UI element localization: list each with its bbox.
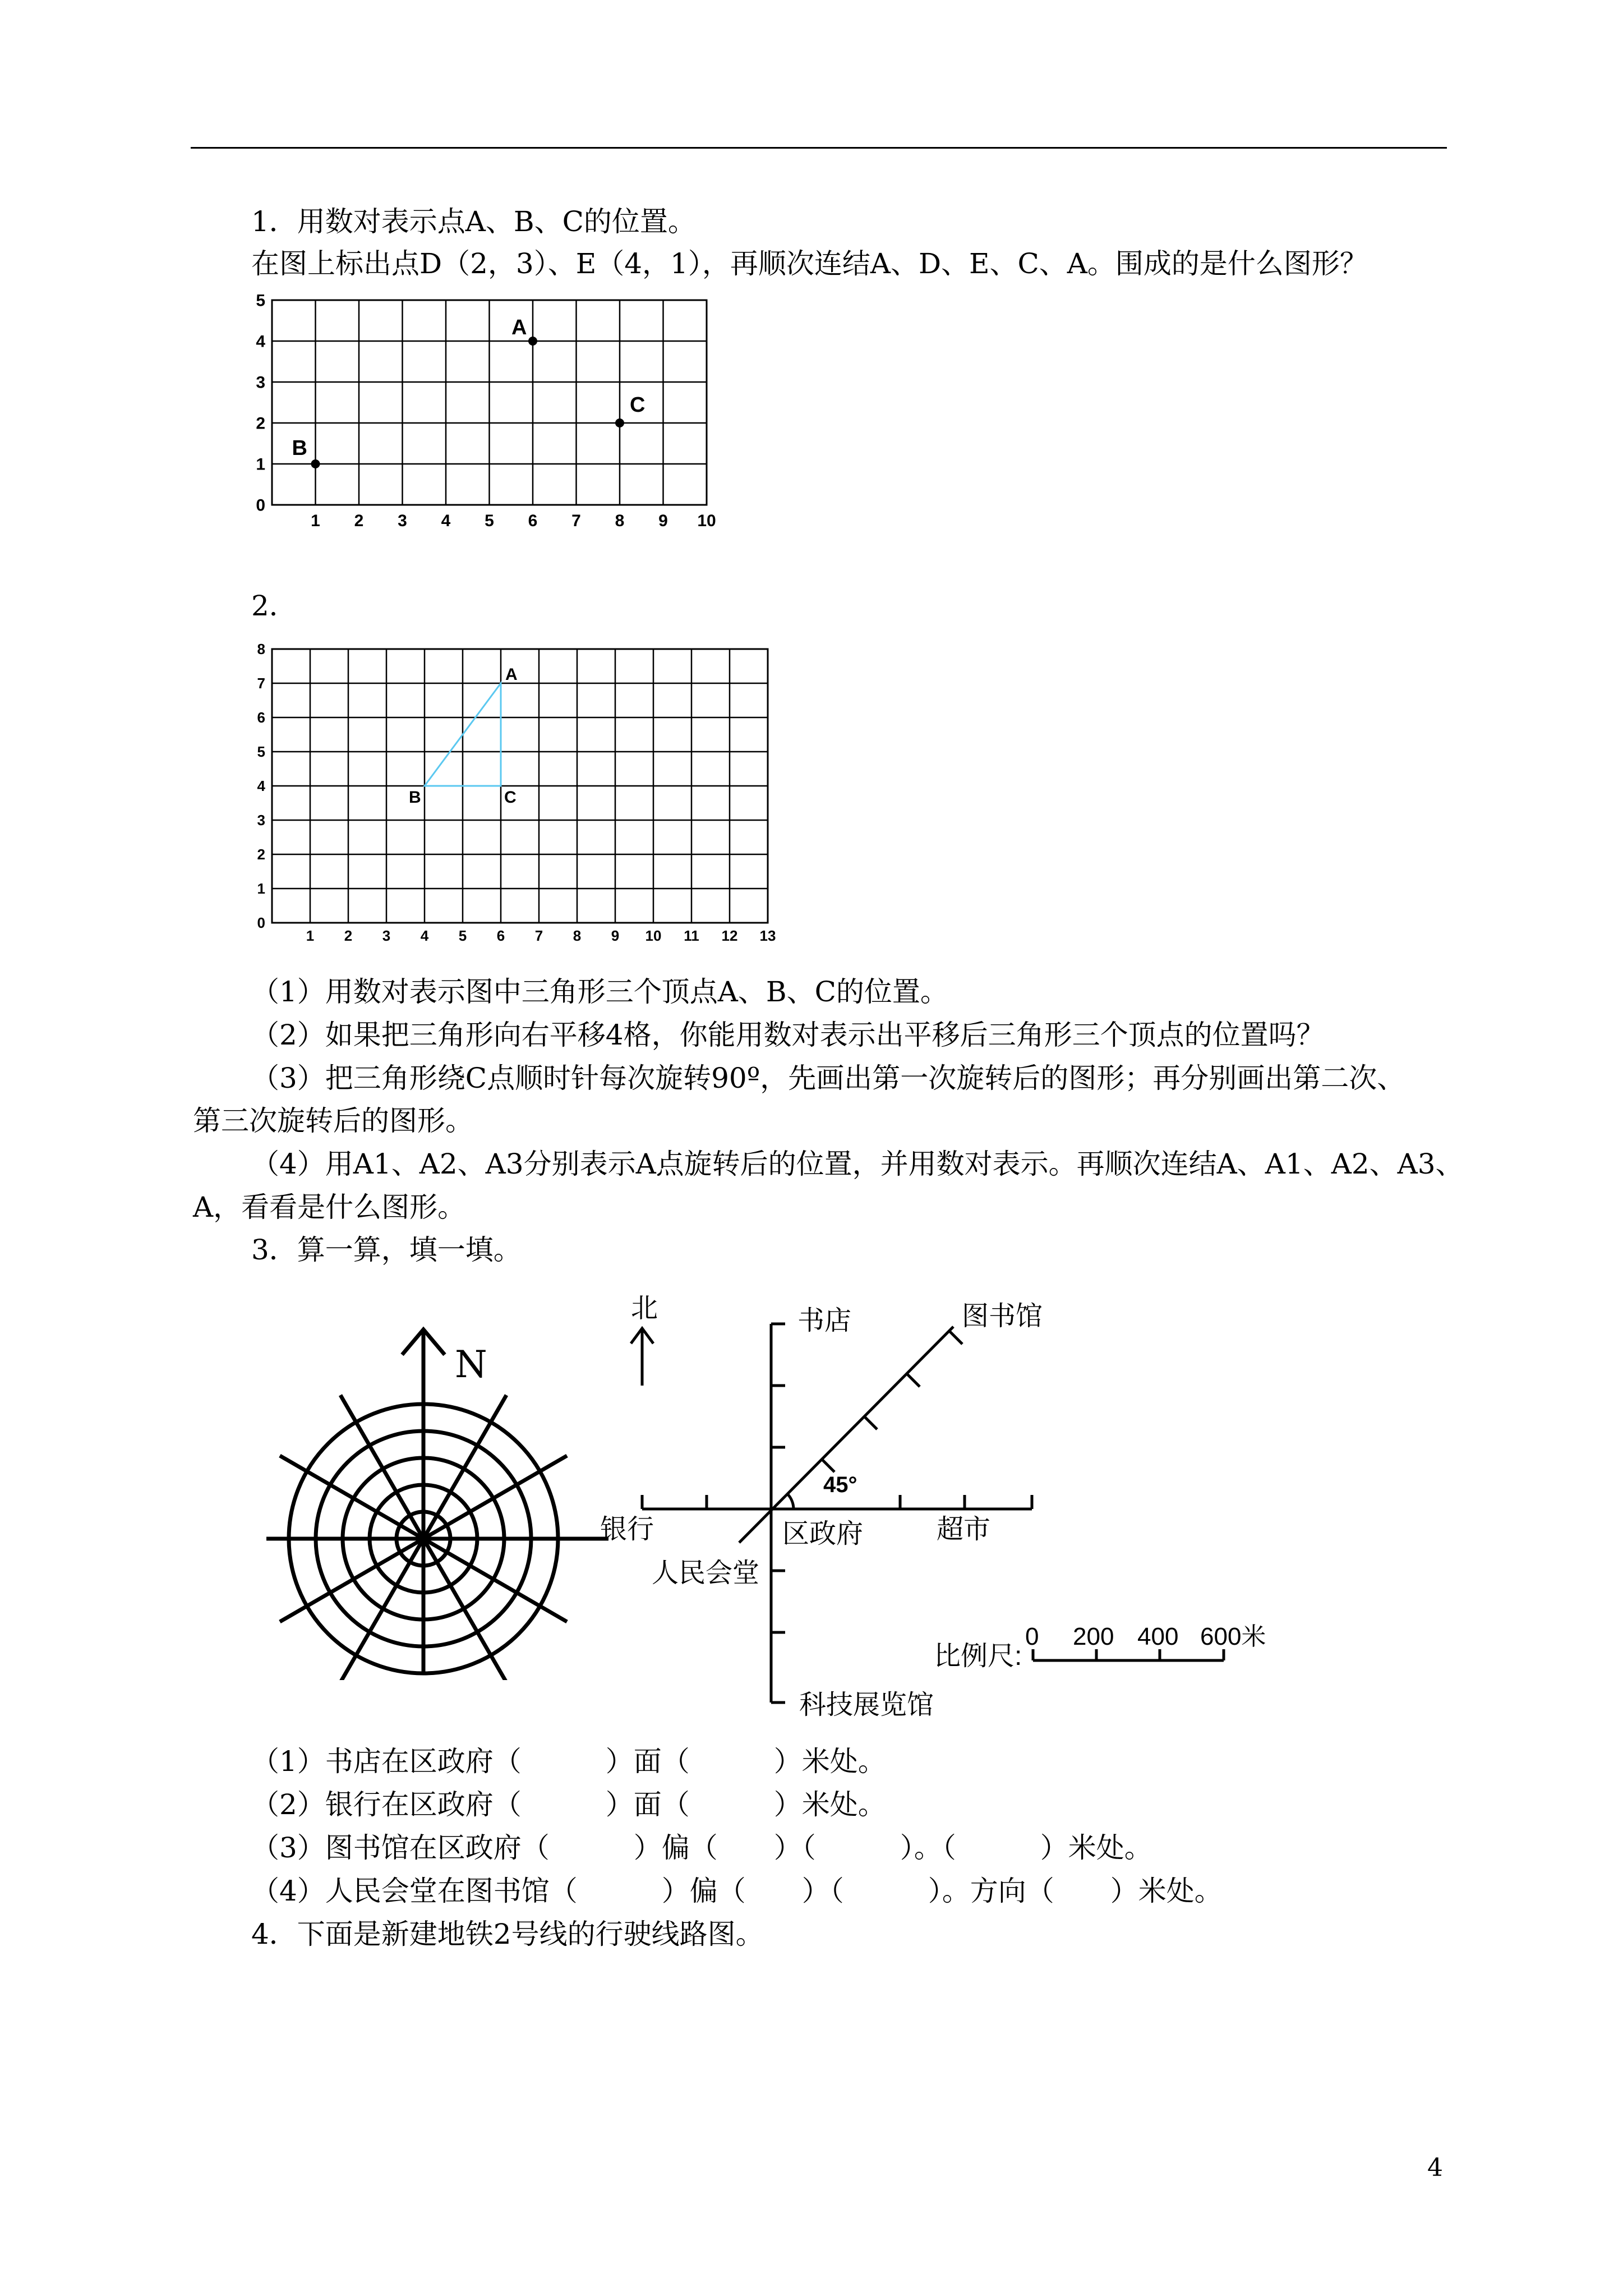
map-district-gov-label: 区政府 [782, 1519, 864, 1549]
q1-point-A [528, 337, 537, 346]
q1-grid-x-tick: 6 [528, 512, 538, 530]
q2-grid-x-tick: 6 [496, 927, 505, 944]
q2-grid-y-tick: 4 [257, 777, 265, 795]
q1-grid-x-tick: 5 [485, 512, 494, 530]
q1-line2: 在图上标出点D（2，3）、E（4，1），再顺次连结A、D、E、C、A。围成的是什么图形？ [251, 247, 1368, 280]
compass-n-label: N [455, 1343, 487, 1386]
q4-title: 4．下面是新建地铁2号线的行驶线路图。 [251, 1918, 764, 1950]
q1-grid-y-tick: 0 [256, 496, 265, 515]
page-number: 4 [1427, 2154, 1443, 2182]
q3-blank-2: （2）银行在区政府（ ）面（ ）米处。 [251, 1788, 886, 1821]
q2-point-label-C: C [504, 788, 517, 807]
scale-tick-600: 600米 [1200, 1623, 1266, 1650]
q2-grid-x-tick: 9 [611, 927, 620, 944]
q1-point-label-A: A [511, 316, 527, 339]
q2-sub3b: 第三次旋转后的图形。 [193, 1105, 473, 1137]
q2-grid-x-tick: 2 [344, 927, 353, 944]
map-hall-label: 人民会堂 [652, 1558, 760, 1588]
q2-grid-y-tick: 0 [257, 914, 265, 932]
map-supermarket-label: 超市 [937, 1515, 991, 1544]
q2-grid-y-tick: 7 [257, 675, 265, 692]
q1-grid-y-tick: 1 [256, 455, 265, 474]
q3-title: 3．算一算，填一填。 [251, 1234, 522, 1266]
map-north-label: 北 [631, 1294, 658, 1323]
q1-point-C [615, 418, 624, 427]
q1-grid-x-tick: 10 [697, 512, 716, 530]
q2-number: 2． [251, 590, 297, 622]
q2-sub4a: （4）用A1、A2、A3分别表示A点旋转后的位置，并用数对表示。再顺次连结A、A1、A2、A3、 [251, 1148, 1464, 1180]
q1-point-label-B: B [292, 436, 307, 460]
map-museum-label: 科技展览馆 [799, 1690, 934, 1720]
q2-sub4b: A，看看是什么图形。 [193, 1191, 466, 1223]
q1-grid-x-tick: 2 [354, 512, 364, 530]
q2-grid-x-tick: 1 [306, 927, 315, 944]
q2-sub2: （2）如果把三角形向右平移4格，你能用数对表示出平移后三角形三个顶点的位置吗？ [251, 1019, 1325, 1051]
district-map [600, 1279, 1307, 1728]
q2-grid-x-tick: 7 [534, 927, 543, 944]
q1-point-label-C: C [630, 393, 645, 417]
q1-grid-x-tick: 4 [441, 512, 451, 530]
q2-point-label-B: B [409, 788, 421, 807]
q3-blank-3: （3）图书馆在区政府（ ）偏（ ）（ ）。（ ）米处。 [251, 1832, 1152, 1864]
q2-point-label-A: A [505, 665, 518, 684]
q2-grid-y-tick: 5 [257, 743, 265, 761]
q3-blank-4: （4）人民会堂在图书馆（ ）偏（ ）（ ）。方向（ ）米处。 [251, 1875, 1223, 1907]
q2-grid-x-tick: 3 [382, 927, 391, 944]
map-angle-label: 45° [823, 1473, 857, 1497]
q2-grid-y-tick: 1 [257, 880, 265, 898]
q2-grid-x-tick: 11 [684, 927, 699, 944]
q1-grid-y-tick: 2 [256, 414, 265, 433]
q1-grid-chart [247, 286, 740, 544]
q2-grid-y-tick: 8 [257, 641, 265, 658]
q2-grid-x-tick: 8 [573, 927, 582, 944]
map-bank-label: 银行 [600, 1515, 654, 1544]
q1-point-B [311, 459, 320, 468]
q1-grid-y-tick: 4 [256, 332, 265, 351]
q1-grid-x-tick: 3 [398, 512, 407, 530]
q2-sub1: （1）用数对表示图中三角形三个顶点A、B、C的位置。 [251, 976, 948, 1008]
q1-grid-x-tick: 1 [311, 512, 320, 530]
q1-grid-x-tick: 8 [615, 512, 625, 530]
q3-blank-1: （1）书店在区政府（ ）面（ ）米处。 [251, 1745, 886, 1778]
q1-grid-y-tick: 3 [256, 373, 265, 392]
scale-tick-400: 400 [1137, 1623, 1179, 1650]
compass-rose [255, 1315, 614, 1680]
q2-grid-y-tick: 2 [257, 846, 265, 863]
q2-grid-x-tick: 5 [458, 927, 467, 944]
q1-grid-x-tick: 9 [658, 512, 668, 530]
q2-grid-y-tick: 6 [257, 709, 265, 726]
scale-tick-0: 0 [1025, 1623, 1039, 1650]
header-rule [191, 147, 1447, 149]
map-bookstore-label: 书店 [797, 1306, 852, 1336]
q2-grid-x-tick: 12 [721, 927, 738, 944]
q2-sub3a: （3）把三角形绕C点顺时针每次旋转90º，先画出第一次旋转后的图形；再分别画出第二次、 [251, 1062, 1405, 1094]
q2-grid-x-tick: 13 [759, 927, 776, 944]
scale-tick-200: 200 [1073, 1623, 1114, 1650]
map-library-label: 图书馆 [962, 1301, 1043, 1331]
q2-grid-chart [247, 639, 791, 959]
q1-grid-y-tick: 5 [256, 291, 265, 310]
q1-line1: 1．用数对表示点A、B、C的位置。 [251, 205, 696, 238]
q2-grid-y-tick: 3 [257, 812, 265, 829]
map-scale-label: 比例尺: [934, 1641, 1022, 1671]
q1-grid-x-tick: 7 [571, 512, 581, 530]
q2-grid-x-tick: 10 [645, 927, 662, 944]
q2-grid-x-tick: 4 [420, 927, 429, 944]
